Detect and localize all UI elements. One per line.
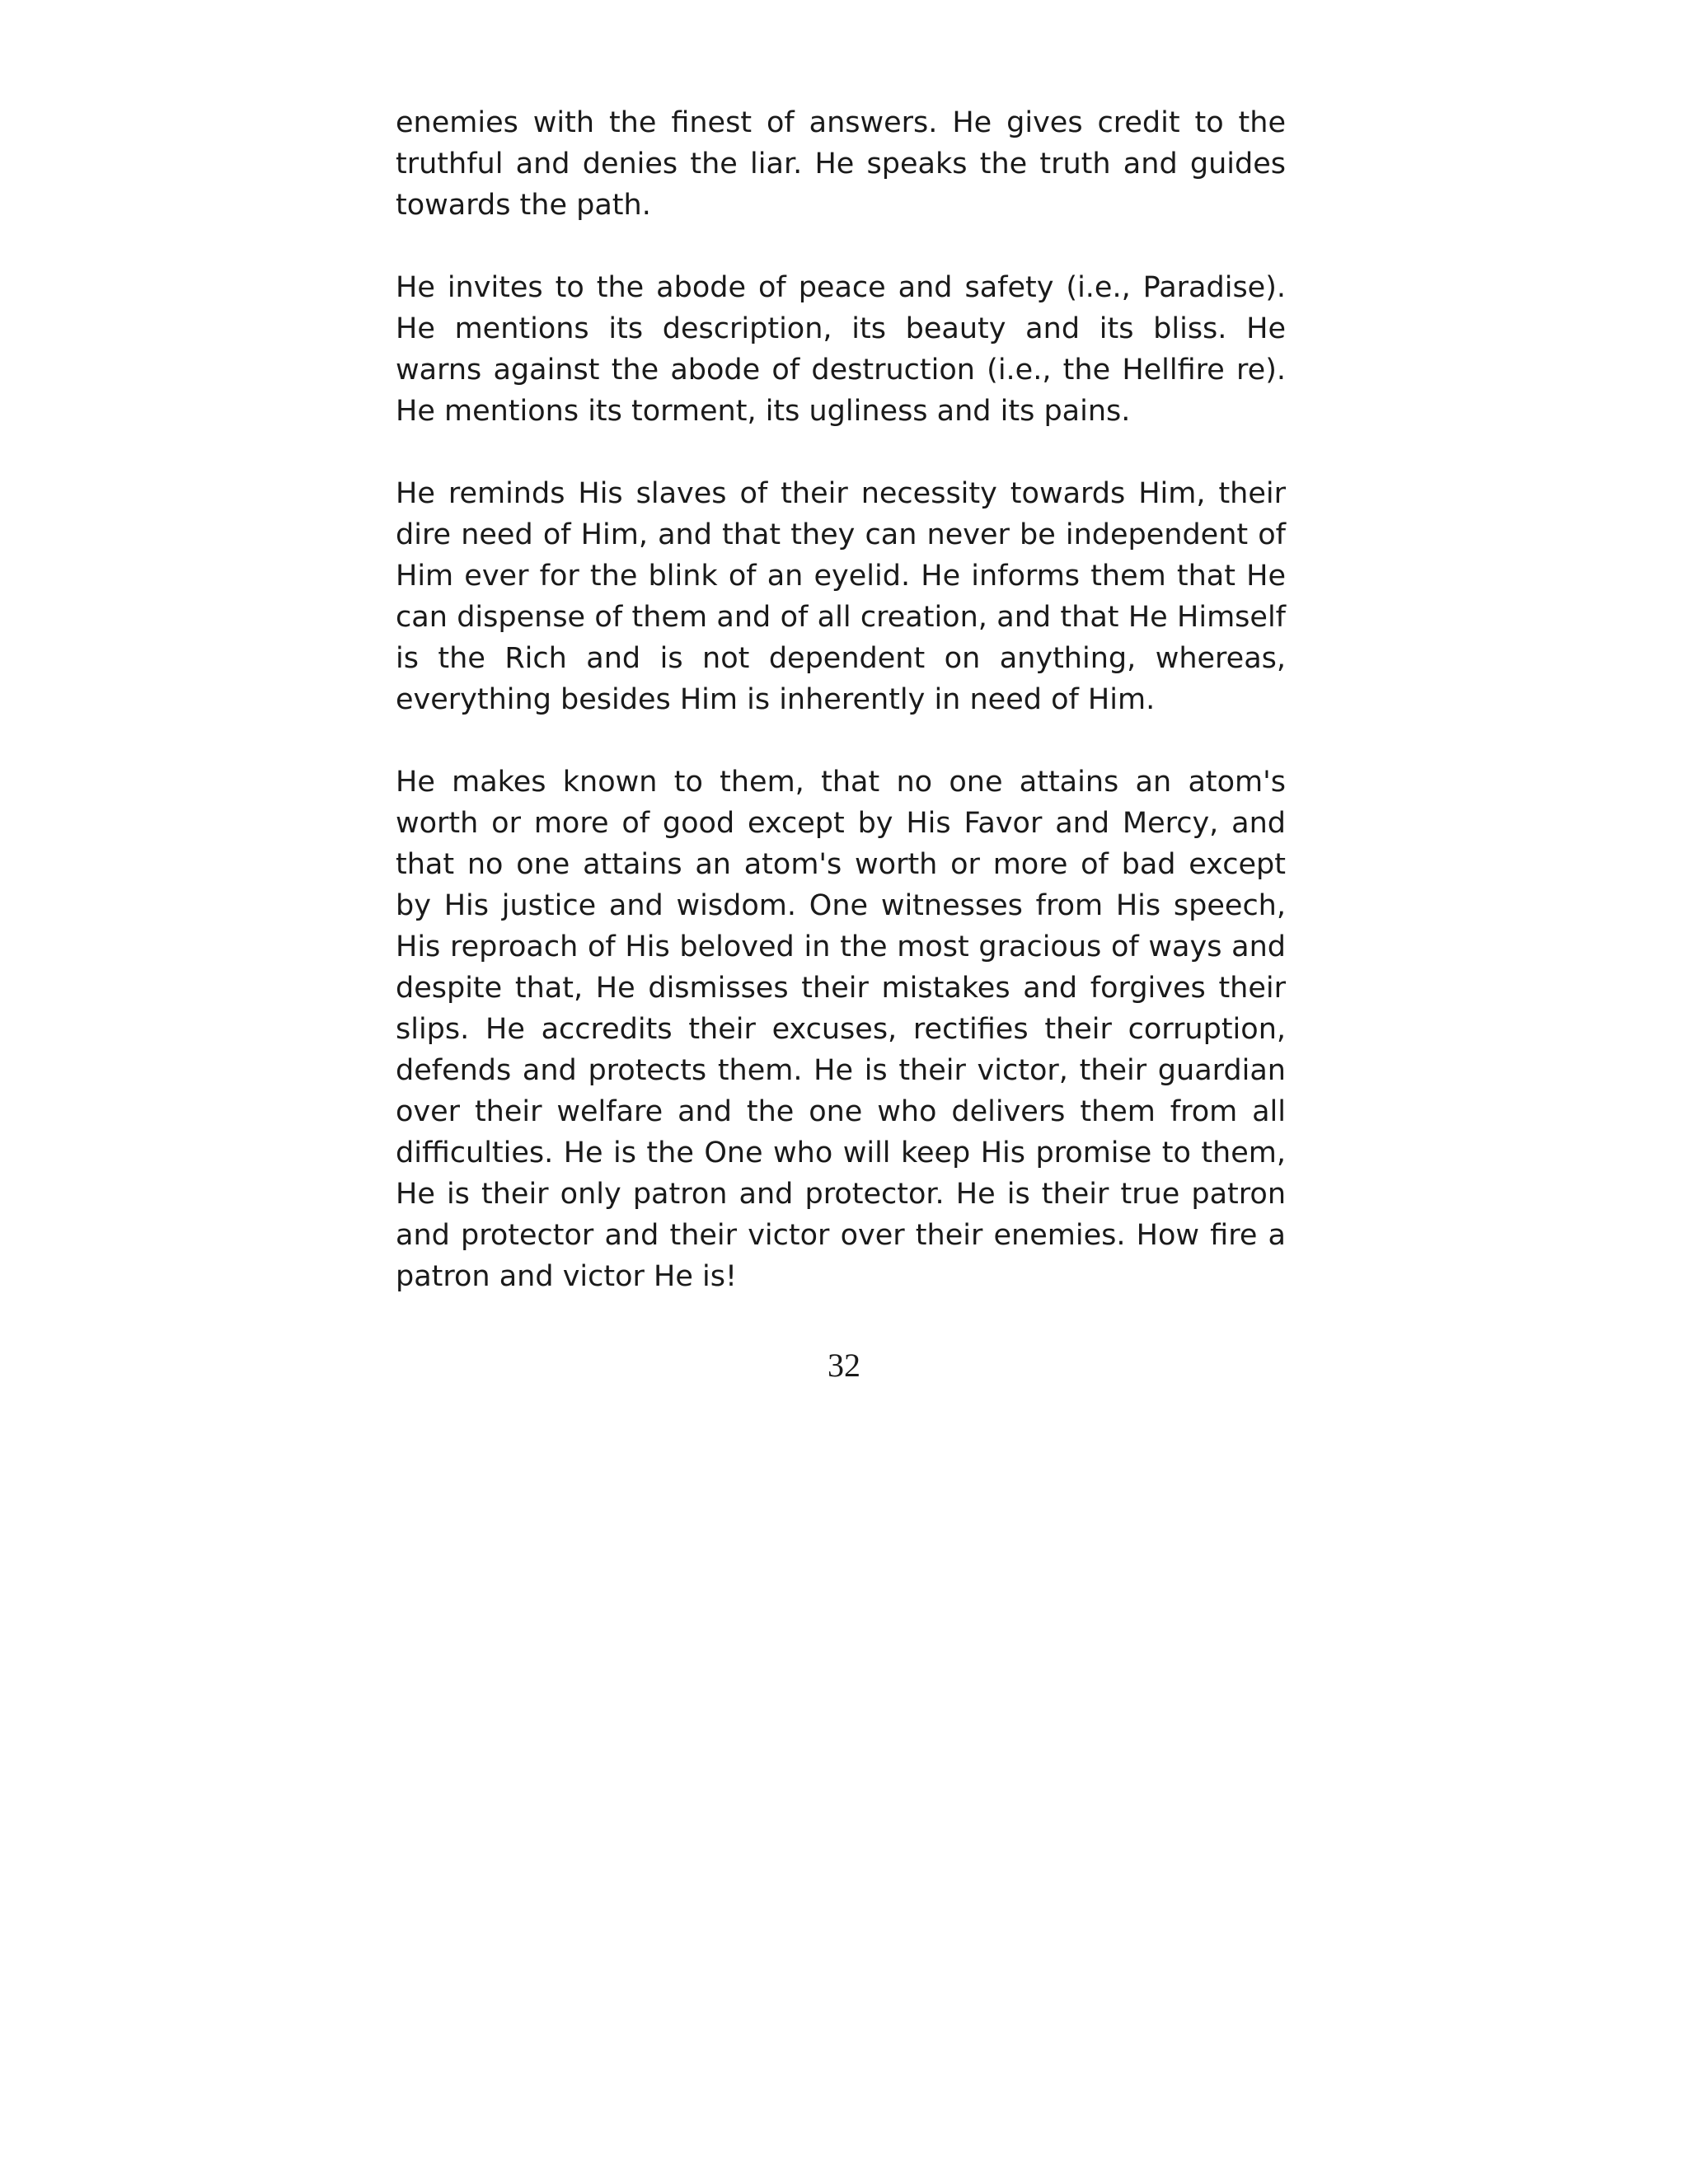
paragraph: He invites to the abode of peace and safety (i.e., Paradise). He mentions its description, its beauty and its bliss. He warns against the abode of destruction (i.e., the Hellfire re). He mentions its torment, its ugliness and its pains. bbox=[396, 271, 1286, 428]
paragraph: He reminds His slaves of their necessity towards Him, their dire need of Him, and that they can never be independent of Him ever for the blink of an eyelid. He informs them that He can dispense of them and of all creation, and that He Himself is the Rich and is not dependent on anything, whereas, everything besides Him is inherently in need of Him. bbox=[396, 477, 1286, 716]
paragraph: enemies with the finest of answers. He gives credit to the truthful and denies the liar. He speaks the truth and guides towards the path. bbox=[396, 106, 1286, 222]
paragraph: He makes known to them, that no one attains an atom's worth or more of good except by His Favor and Mercy, and that no one attains an atom's worth or more of bad except by His justice and wisdom. One witnesses from His speech, His reproach of His beloved in the most gracious of ways and despite that, He dismisses their mistakes and forgives their slips. He accredits their excuses, rectifies their corruption, defends and protects them. He is their victor, their guardian over their welfare and the one who delivers them from all difficulties. He is the One who will keep His promise to them, He is their only patron and protector. He is their true patron and protector and their victor over their enemies. How fire a patron and victor He is! bbox=[396, 766, 1286, 1293]
body-text bbox=[396, 102, 1286, 1297]
page-number: 32 bbox=[828, 1347, 860, 1384]
